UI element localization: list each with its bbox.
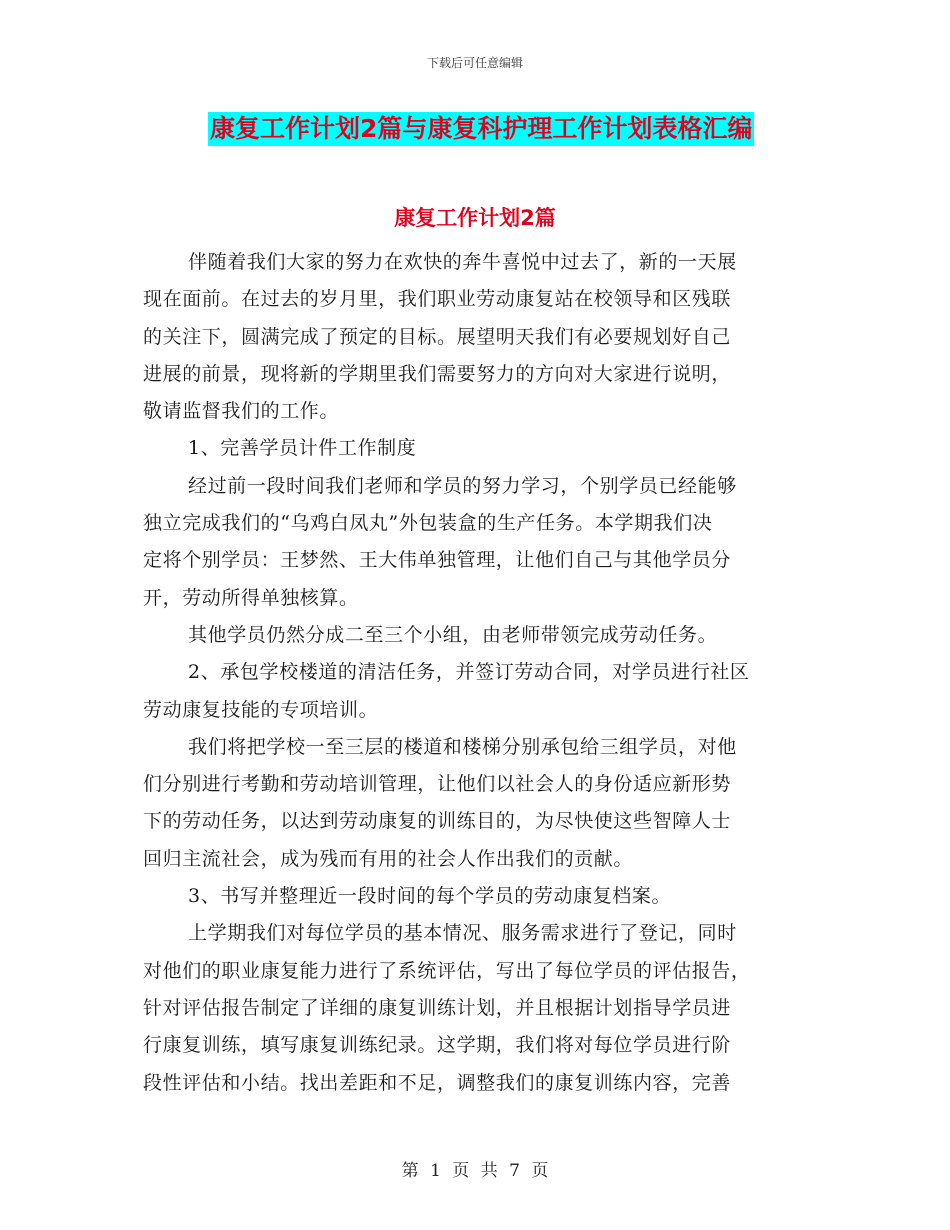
text-line: 对他们的职业康复能力进行了系统评估，写出了每位学员的评估报告， [143,959,751,982]
page-footer: 第 1 页 共 7 页 [401,1161,549,1181]
text-line: 上学期我们对每位学员的基本情况、服务需求进行了登记，同时 [188,922,737,945]
text-line: 伴随着我们大家的努力在欢快的奔牛喜悦中过去了，新的一天展 [188,251,737,273]
paragraph [143,915,808,1101]
text-line: 劳动康复技能的专项培训。 [143,698,379,721]
paragraph [143,729,808,878]
text-line: 行康复训练，填写康复训练纪录。这学期，我们将对每位学员进行阶 [143,1034,732,1057]
text-line: 2、承包学校楼道的清洁任务，并签订劳动合同，对学员进行社区 [188,661,750,684]
paragraph [143,430,808,467]
text-line: 们分别进行考勤和劳动培训管理，让他们以社会人的身份适应新形势 [143,773,732,796]
text-line: 下的劳动任务，以达到劳动康复的训练目的，为尽快使这些智障人士 [143,810,732,833]
paragraph [143,468,808,617]
text-line: 进展的前景，现将新的学期里我们需要努力的方向对大家进行说明， [143,362,732,385]
text-line: 针对评估报告制定了详细的康复训练计划，并且根据计划指导学员进 [143,996,732,1019]
paragraph [143,617,808,654]
text-line: 定将个别学员：王梦然、王大伟单独管理，让他们自己与其他学员分 [143,549,732,572]
text-line: 我们将把学校一至三层的楼道和楼梯分别承包给三组学员，对他 [188,735,737,758]
text-line: 段性评估和小结。找出差距和不足，调整我们的康复训练内容，完善 [143,1071,732,1094]
paragraph [143,878,808,915]
text-line: 经过前一段时间我们老师和学员的努力学习，个别学员已经能够 [188,474,737,497]
text-line: 现在面前。在过去的岁月里，我们职业劳动康复站在校领导和区残联 [143,288,732,311]
text-line: 回归主流社会，成为残而有用的社会人作出我们的贡献。 [143,847,634,870]
section-title: 康复工作计划2篇 [394,206,556,230]
text-line: 的关注下，圆满完成了预定的目标。展望明天我们有必要规划好自己 [143,325,732,348]
text-line: 1、完善学员计件工作制度 [188,437,417,460]
text-line: 开，劳动所得单独核算。 [143,586,359,609]
document-body [143,244,808,1102]
text-line: 敬请监督我们的工作。 [143,400,340,423]
page-header-note: 下载后可任意编辑 [426,56,523,70]
document-title: 康复工作计划2篇与康复科护理工作计划表格汇编 [208,112,754,146]
paragraph [143,654,808,729]
text-line: 独立完成我们的“乌鸡白凤丸”外包装盒的生产任务。本学期我们决 [143,512,713,535]
text-line: 其他学员仍然分成二至三个小组，由老师带领完成劳动任务。 [188,623,718,646]
paragraph [143,244,808,430]
text-line: 3、书写并整理近一段时间的每个学员的劳动康复档案。 [188,885,672,908]
